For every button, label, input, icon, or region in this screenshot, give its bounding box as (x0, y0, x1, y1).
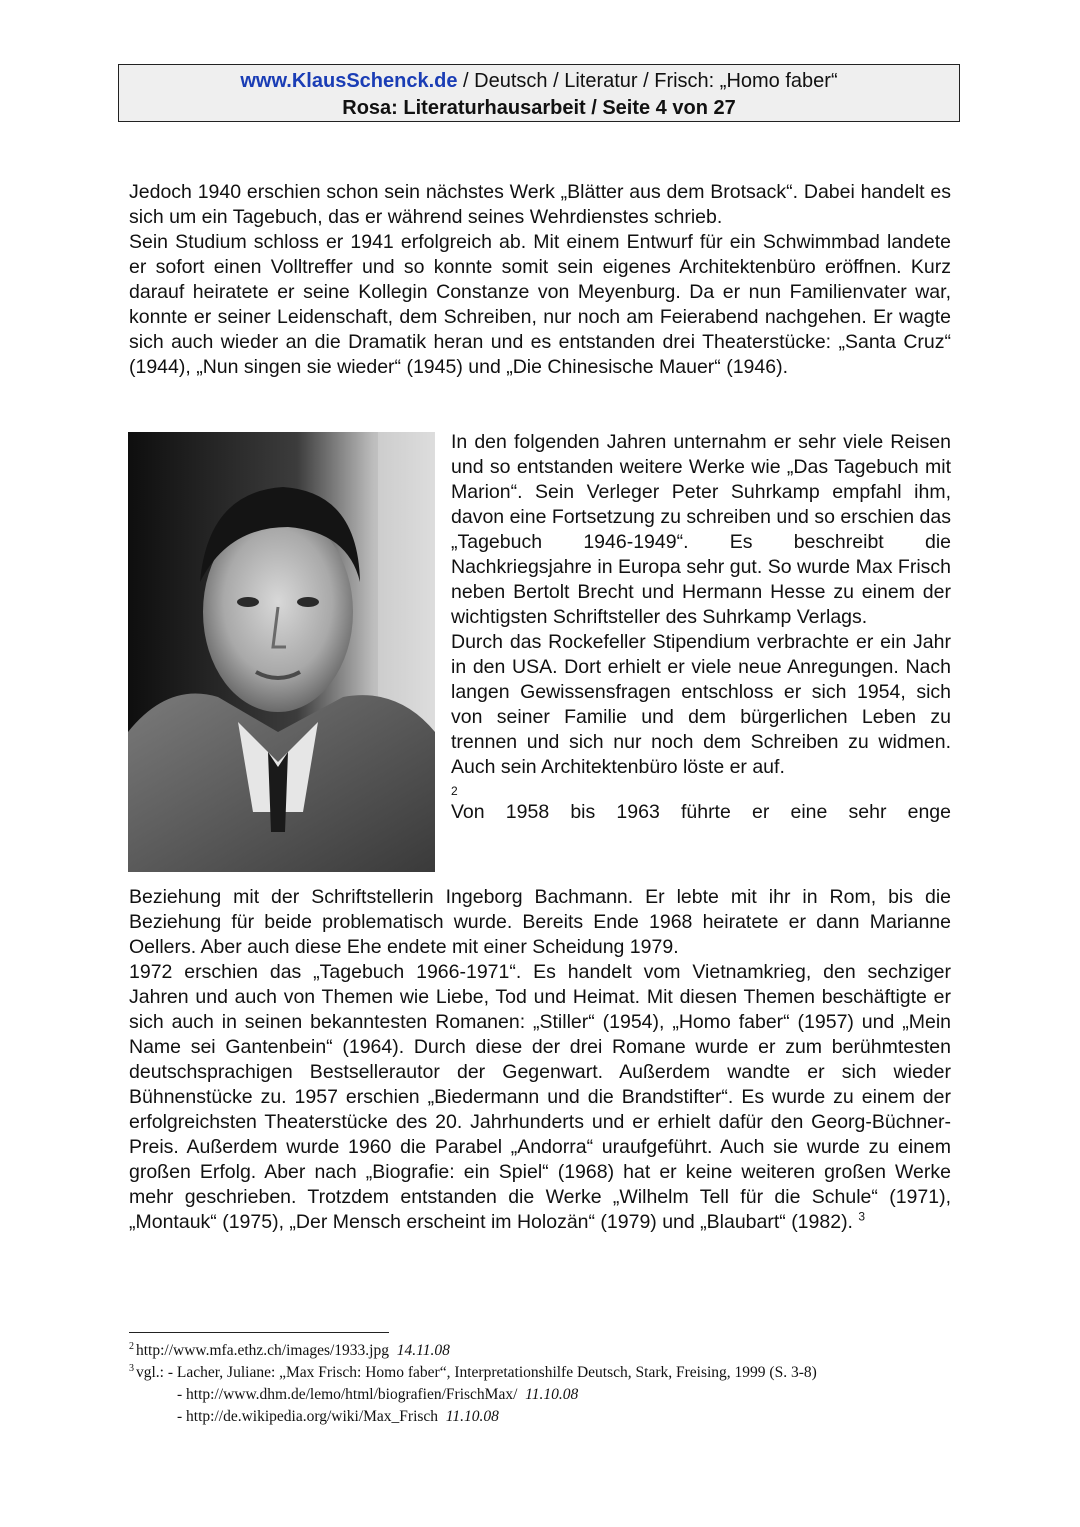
footnote-3-source-2 (129, 1406, 969, 1428)
header-line-1 (119, 68, 959, 95)
footnote-3-url-2[interactable]: - http://de.wikipedia.org/wiki/Max_Frisch (177, 1408, 439, 1425)
intro-text (129, 180, 951, 380)
footnote-divider (129, 1332, 389, 1333)
footnote-2-number: 2 (129, 1340, 134, 1352)
photo-footnote-mark: 2 (451, 784, 458, 798)
page-header (118, 64, 960, 122)
footnote-3-date-2: 11.10.08 (445, 1408, 499, 1425)
footnote-3-date-1: 11.10.08 (525, 1386, 579, 1403)
footnote-3-source-1 (129, 1384, 969, 1406)
footnotes (129, 1340, 969, 1428)
paragraph-3-rest: Beziehung mit der Schriftstellerin Ingeborg Bachmann. Er lebte mit ihr in Rom, bis die Beziehung für beide problematisch wurde. Bereits Ende 1968 heiratete er dann Marianne Oellers. Aber auch diese Ehe endete mit einer Scheidung 1979. (129, 886, 951, 958)
paragraph-1: Jedoch 1940 erschien schon sein nächstes Werk „Blätter aus dem Brotsack“. Dabei handelt es sich um ein Tagebuch, das er während seines Wehrdienstes schrieb. (129, 181, 951, 228)
footnote-3 (129, 1362, 969, 1384)
footnote-2-url[interactable]: http://www.mfa.ethz.ch/images/1933.jpg (136, 1342, 389, 1359)
paragraph-2: Sein Studium schloss er 1941 erfolgreich ab. Mit einem Entwurf für ein Schwimmbad landete er sofort einen Volltreffer und so konnte somit sein eigenes Architektenbüro eröffnen. Kurz darauf heiratete er seine Kollegin Constanze von Meyenburg. Da er nun Familienvater war, konnte er seiner Leidenschaft, dem Schreiben, nur noch am Feierabend nachgehen. Er wagte sich auch wieder an die Dramatik heran und es entstanden drei Theaterstücke: „Santa Cruz“ (1944), „Nun singen sie wieder“ (1945) und „Die Chinesische Mauer“ (1946). (129, 231, 951, 378)
side-paragraph-2: Durch das Rockefeller Stipendium verbrachte er ein Jahr in den USA. Dort erhielt er viele neue Anregungen. Nach langen Gewissensfragen entschloss er sich 1954, sich von seiner Familie und dem bürgerlichen Leben zu trennen und sich nur noch dem Schreiben zu widmen. Auch sein Architektenbüro löste er auf. (451, 631, 951, 778)
header-path: / Deutsch / Literatur / Frisch: „Homo faber“ (457, 70, 838, 92)
paragraph-4 (129, 960, 951, 1235)
side-paragraph-1: In den folgenden Jahren unternahm er sehr viele Reisen und so entstanden weitere Werke wie „Das Tagebuch mit Marion“. Sein Verleger Peter Suhrkamp empfahl ihm, davon eine Fortsetzung zu schreiben und so erschien das „Tagebuch 1946-1949“. Es beschreibt die Nachkriegsjahre in Europa sehr gut. So wurde Max Frisch neben Bertolt Brecht und Hermann Hesse zu einem der wichtigsten Schriftsteller des Suhrkamp Verlags. (451, 431, 951, 628)
footnote-3-text: vgl.: - Lacher, Juliane: „Max Frisch: Homo faber“, Interpretationshilfe Deutsch, Stark, Freising, 1999 (S. 3-8) (136, 1364, 817, 1381)
portrait-image (128, 432, 435, 872)
paragraph-4-text: 1972 erschien das „Tagebuch 1966-1971“. Es handelt vom Vietnamkrieg, den sechziger Jahren und auch von Themen wie Liebe, Tod und Heimat. Mit diesen Themen beschäftigte er sich auch in seinen bekanntesten Romanen: „Stiller“ (1954), „Homo faber“ (1957) und „Mein Name sei Gantenbein“ (1964). Durch diese der drei Romane wurde er zum berühmtesten deutschsprachigen Bestsellerautor der Gegenwart. Außerdem wandte er sich wieder Bühnenstücke zu. 1957 erschien „Biedermann und die Brandstifter“. Es wurde zu einem der erfolgreichsten Theaterstücke des 20. Jahrhunderts und er erhielt dafür den Georg-Büchner-Preis. Außerdem wurde 1960 die Parabel „Andorra“ uraufgeführt. Auch sie wurde zu einem großen Erfolg. Aber nach „Biografie: ein Spiel“ (1968) hat er keine weiteren großen Werke mehr geschrieben. Trotzdem entstanden die Werke „Wilhelm Tell für die Schule“ (1971), „Montauk“ (1975), „Der Mensch erscheint im Holozän“ (1979) und „Blaubart“ (1982). (129, 961, 951, 1233)
side-column-text (451, 430, 951, 825)
header-subtitle: Rosa: Literaturhausarbeit / Seite 4 von 27 (342, 97, 736, 119)
portrait-photo (128, 432, 435, 872)
footnote-3-number: 3 (129, 1362, 134, 1374)
paragraph-4-footnote-mark: 3 (858, 1209, 866, 1224)
lower-text (129, 885, 951, 1235)
footnote-2 (129, 1340, 969, 1362)
footnote-3-url-1[interactable]: - http://www.dhm.de/lemo/html/biografien/FrischMax/ (177, 1386, 518, 1403)
site-link[interactable]: www.KlausSchenck.de (240, 70, 458, 92)
footnote-2-date: 14.11.08 (396, 1342, 450, 1359)
paragraph-3-start: Von 1958 bis 1963 führte er eine sehr enge (451, 801, 951, 823)
